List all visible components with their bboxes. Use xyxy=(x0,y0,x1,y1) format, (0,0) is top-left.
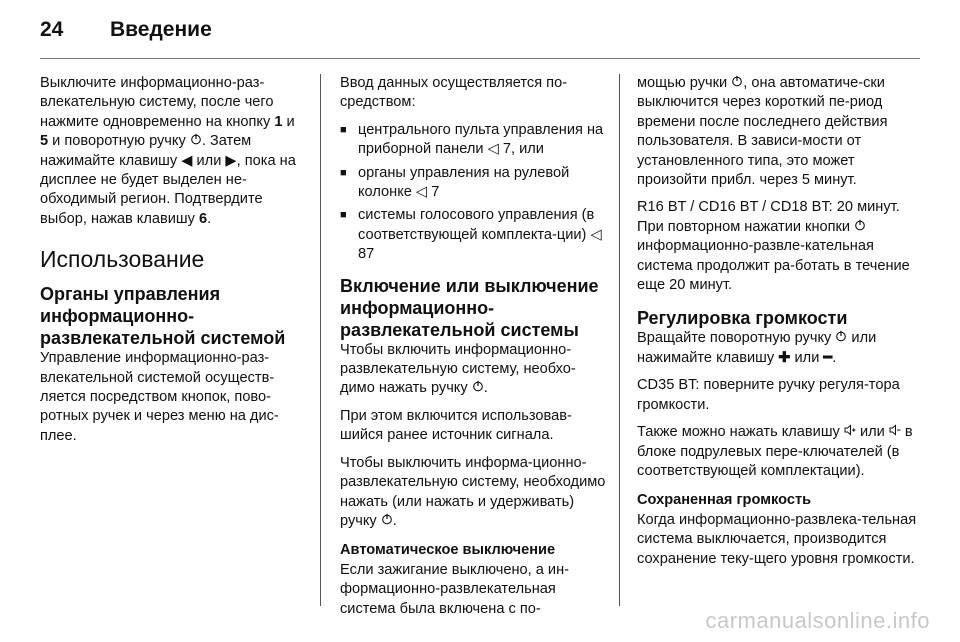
text: центрального пульта управления на приборной панели xyxy=(358,121,604,158)
page-title: Введение xyxy=(110,18,212,41)
power-knob-icon xyxy=(835,330,847,342)
column-2 xyxy=(340,74,610,627)
power-knob-icon xyxy=(731,75,743,87)
page-ref[interactable]: 7 xyxy=(431,184,440,201)
page-ref[interactable]: 7, или xyxy=(502,141,544,158)
text: Выключите информационно-раз-влекательную систему, после чего нажмите одновременно на кнопку xyxy=(40,75,275,130)
text: информационно-развле-кательная система продолжит ра-ботать в течение еще 20 минут. xyxy=(637,238,910,294)
power-knob-icon xyxy=(472,380,484,392)
text: . xyxy=(392,512,397,529)
input-intro: Ввод данных осуществляется по-средством: xyxy=(340,75,568,111)
source-paragraph: При этом включится использовав-шийся ранее источник сигнала. xyxy=(340,407,572,444)
text: , она автоматиче-ски выключится через короткий пе-риод времени после последнего действия пользователя. В зависи-мости от установленного типа, это может произойти прибл. через 5 минут. xyxy=(637,75,888,189)
page-number: 24 xyxy=(40,18,64,41)
list-item xyxy=(340,164,610,203)
saved-volume-paragraph: Когда информационно-развлека-тельная система выключается, производится сохранение теку-щего уровня громкости. xyxy=(637,511,917,567)
cd35-paragraph: CD35 BT: поверните ручку регуля-тора громкости. xyxy=(637,377,900,413)
minus-icon: ━ xyxy=(823,349,833,366)
column-divider-2 xyxy=(619,74,620,606)
watermark: carmanualsonline.info xyxy=(705,608,930,633)
text: Также можно нажать клавишу xyxy=(637,424,844,441)
text: . xyxy=(832,349,837,366)
list-item xyxy=(340,206,610,264)
text: или xyxy=(790,349,824,366)
plus-icon: ✚ xyxy=(778,349,791,366)
controls-paragraph: Управление информационно-раз-влекательной системой осуществ-ляется посредством кнопок, пово-ротных ручек и через меню на дис-плее. xyxy=(40,350,279,444)
text: . Затем нажимайте клавишу xyxy=(40,133,252,169)
auto-off-cont-paragraph xyxy=(637,74,922,190)
text: Чтобы включить информационно-развлекательную систему, необхо-димо нажать ручку xyxy=(340,341,576,397)
sub-heading-power: Включение или выключение информационно-развлекательной системы xyxy=(340,275,599,340)
text: или xyxy=(855,424,889,441)
text: системы голосового управления (в соответствующей комплекта-ции) xyxy=(358,207,595,243)
column-1 xyxy=(40,74,302,454)
power-off-paragraph xyxy=(340,454,610,532)
speaker-down-icon xyxy=(889,424,901,436)
page-header xyxy=(40,18,212,46)
text: Чтобы выключить информа-ционно-развлекательную систему, необходимо нажать (или нажать и удерживать) ручку xyxy=(340,454,606,529)
sub-heading-volume: Регулировка громкости xyxy=(637,308,848,329)
header-divider xyxy=(40,58,920,59)
power-on-paragraph xyxy=(340,341,610,399)
text: мощью ручки xyxy=(637,75,732,91)
text: или xyxy=(192,152,226,169)
steering-keys-paragraph xyxy=(637,423,922,481)
text: в блоке подрулевых пере-ключателей (в соответствующей комплектации). xyxy=(637,424,913,479)
text: . xyxy=(483,380,488,397)
section-heading: Использование xyxy=(40,246,205,273)
text: Вращайте поворотную ручку xyxy=(637,330,836,347)
arrow-left-icon: ◀ xyxy=(181,152,193,169)
text: . xyxy=(207,210,212,227)
text: , пока на дисплее не будет выделен не-обходимый регион. Подтвердите выбор, нажав клавишу xyxy=(40,152,296,227)
page-ref-icon: ◁ xyxy=(590,226,602,243)
key-5-label: 5 xyxy=(40,133,49,150)
intro-paragraph xyxy=(40,74,302,229)
arrow-right-icon: ▶ xyxy=(225,152,237,169)
input-methods-list xyxy=(340,121,610,265)
column-3 xyxy=(637,74,922,577)
text: органы управления на рулевой колонке xyxy=(358,164,570,201)
text: и xyxy=(282,113,295,130)
auto-off-paragraph: Если зажигание выключено, а ин-формационно-развлекательная система была включена с по- xyxy=(340,561,569,617)
list-item xyxy=(340,121,610,160)
key-6-label: 6 xyxy=(198,210,208,227)
power-knob-icon xyxy=(854,219,866,231)
models-paragraph xyxy=(637,198,922,295)
page-ref-icon: ◁ xyxy=(487,141,499,158)
volume-paragraph xyxy=(637,329,922,368)
key-1-label: 1 xyxy=(274,113,283,130)
text: или нажимайте клавишу xyxy=(637,330,877,366)
power-knob-icon xyxy=(381,513,393,525)
small-heading-auto-off: Автоматическое выключение xyxy=(340,542,556,559)
column-divider-1 xyxy=(320,74,321,606)
sub-heading-controls: Органы управления информационно-развлекательной системой xyxy=(40,284,286,349)
text: R16 BT / CD16 BT / CD18 BT: 20 минут. При повторном нажатии кнопки xyxy=(637,199,900,235)
small-heading-saved-volume: Сохраненная громкость xyxy=(637,492,812,509)
speaker-up-icon xyxy=(844,424,856,436)
page-ref[interactable]: 87 xyxy=(358,246,375,263)
power-knob-icon xyxy=(190,133,202,145)
text: и поворотную ручку xyxy=(48,133,190,150)
page-ref-icon: ◁ xyxy=(415,184,428,201)
